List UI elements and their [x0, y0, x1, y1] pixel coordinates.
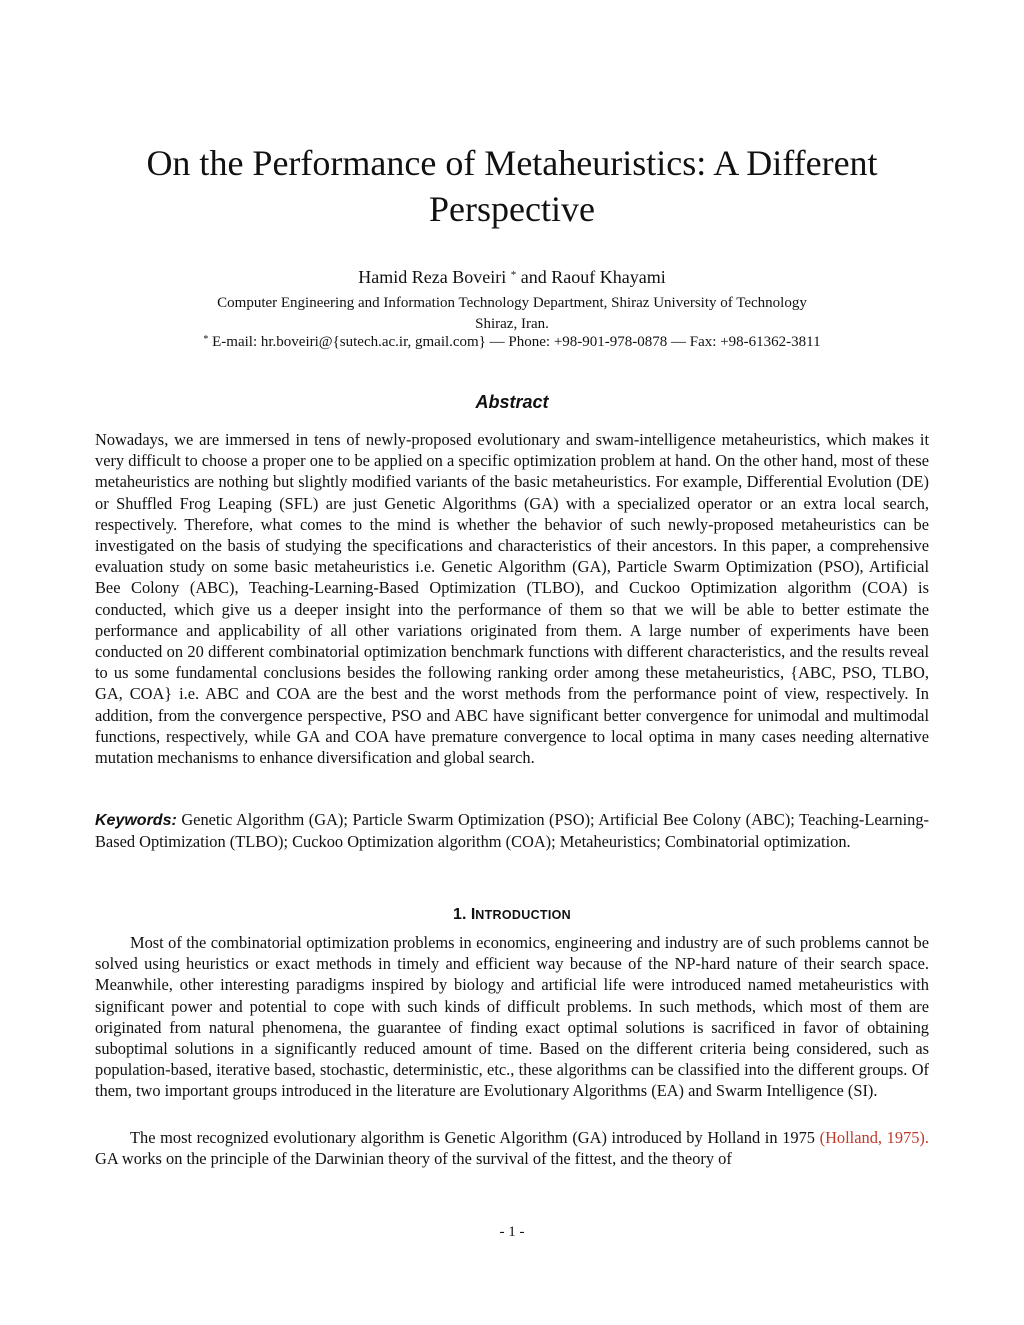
- first-author: Hamid Reza Boveiri: [358, 267, 507, 287]
- section-number: 1.: [453, 906, 467, 923]
- affiliation-line-2: Shiraz, Iran.: [475, 316, 549, 332]
- intro-paragraph-2: [95, 1127, 929, 1169]
- keywords-list: Genetic Algorithm (GA); Particle Swarm Optimization (PSO); Artificial Bee Colony (ABC); Teaching-Learning-Based Optimization (TLBO); Cuckoo Optimization algorithm (COA); Metaheuristics; Combinatorial optimization.: [95, 810, 929, 852]
- citation-link-holland[interactable]: (Holland, 1975).: [819, 1128, 929, 1147]
- intro-paragraph-2-text: The most recognized evolutionary algorithm is Genetic Algorithm (GA) introduced by Holland in 1975: [130, 1128, 815, 1147]
- contact-info: [100, 332, 924, 353]
- section-title-initial: I: [470, 906, 476, 923]
- contact-text: E-mail: hr.boveiri@{sutech.ac.ir, gmail.com} — Phone: +98-901-978-0878 — Fax: +98-61362-3811: [212, 334, 821, 350]
- second-author: Raouf Khayami: [551, 267, 666, 287]
- corresponding-author-marker: *: [510, 269, 517, 281]
- keywords: [95, 809, 929, 852]
- section-heading-introduction: [300, 904, 724, 926]
- intro-paragraph-2-continuation: GA works on the principle of the Darwinian theory of the survival of the fittest, and the theory of: [95, 1149, 732, 1169]
- affiliation: [120, 293, 904, 335]
- abstract-body: Nowadays, we are immersed in tens of newly-proposed evolutionary and swam-intelligence metaheuristics, which makes it very difficult to choose a proper one to be applied on a specific optimization problem at hand. On the other hand, most of these metaheuristics are nothing but slightly modified variants of the basic metaheuristics. For example, Differential Evolution (DE) or Shuffled Frog Leaping (SFL) are just Genetic Algorithms (GA) with a specialized operator or an extra local search, respectively. Therefore, what comes to the mind is whether the behavior of such newly-proposed metaheuristics can be investigated on the basis of studying the specifications and characteristics of their ancestors. In this paper, a comprehensive evaluation study on some basic metaheuristics i.e. Genetic Algorithm (GA), Particle Swarm Optimization (PSO), Artificial Bee Colony (ABC), Teaching-Learning-Based Optimization (TLBO), and Cuckoo Optimization algorithm (COA) is conducted, which give us a deeper insight into the performance of them so that we will be able to better estimate the performance and applicability of all other variations originated from them. A large number of experiments have been conducted on 20 different combinatorial optimization benchmark functions with different characteristics, and the results reveal to us some fundamental conclusions besides the following ranking order among these metaheuristics, {ABC, PSO, TLBO, GA, COA} i.e. ABC and COA are the best and the worst methods from the performance point of view, respectively. In addition, from the convergence perspective, PSO and ABC have significant better convergence for unimodal and multimodal functions, respectively, while GA and COA have premature convergence to local optima in many cases needing alternative mutation mechanisms to enhance diversification and global search.: [95, 430, 929, 768]
- paper-title: On the Performance of Metaheuristics: A Different Perspective: [146, 143, 878, 229]
- author-conjunction: and: [520, 267, 547, 287]
- keywords-label: Keywords:: [95, 812, 177, 829]
- page-number: - 1 -: [499, 1224, 525, 1240]
- intro-paragraph-1: Most of the combinatorial optimization problems in economics, engineering and industry are of such problems cannot be solved using heuristics or exact methods in timely and efficient way because of the NP-hard nature of their search space. Meanwhile, other interesting paradigms inspired by biology and artificial life were introduced named metaheuristics with significant power and potential to cope with such kinds of difficult problems. In such methods, which most of them are originated from natural phenomena, the guarantee of finding exact optimal solutions is sacrificed in favor of obtaining suboptimal solutions in a significantly reduced amount of time. Based on the different criteria being considered, such as population-based, iterative based, stochastic, deterministic, etc., these algorithms can be classified into the different groups. Of them, two important groups introduced in the literature are Evolutionary Algorithms (EA) and Swarm Intelligence (SI).: [95, 933, 929, 1101]
- affiliation-line-1: Computer Engineering and Information Technology Department, Shiraz University of Technology: [217, 295, 807, 311]
- author-line: [120, 265, 904, 289]
- section-title-rest: NTRODUCTION: [475, 908, 571, 922]
- abstract-heading: Abstract: [475, 392, 549, 412]
- contact-marker: *: [203, 334, 209, 345]
